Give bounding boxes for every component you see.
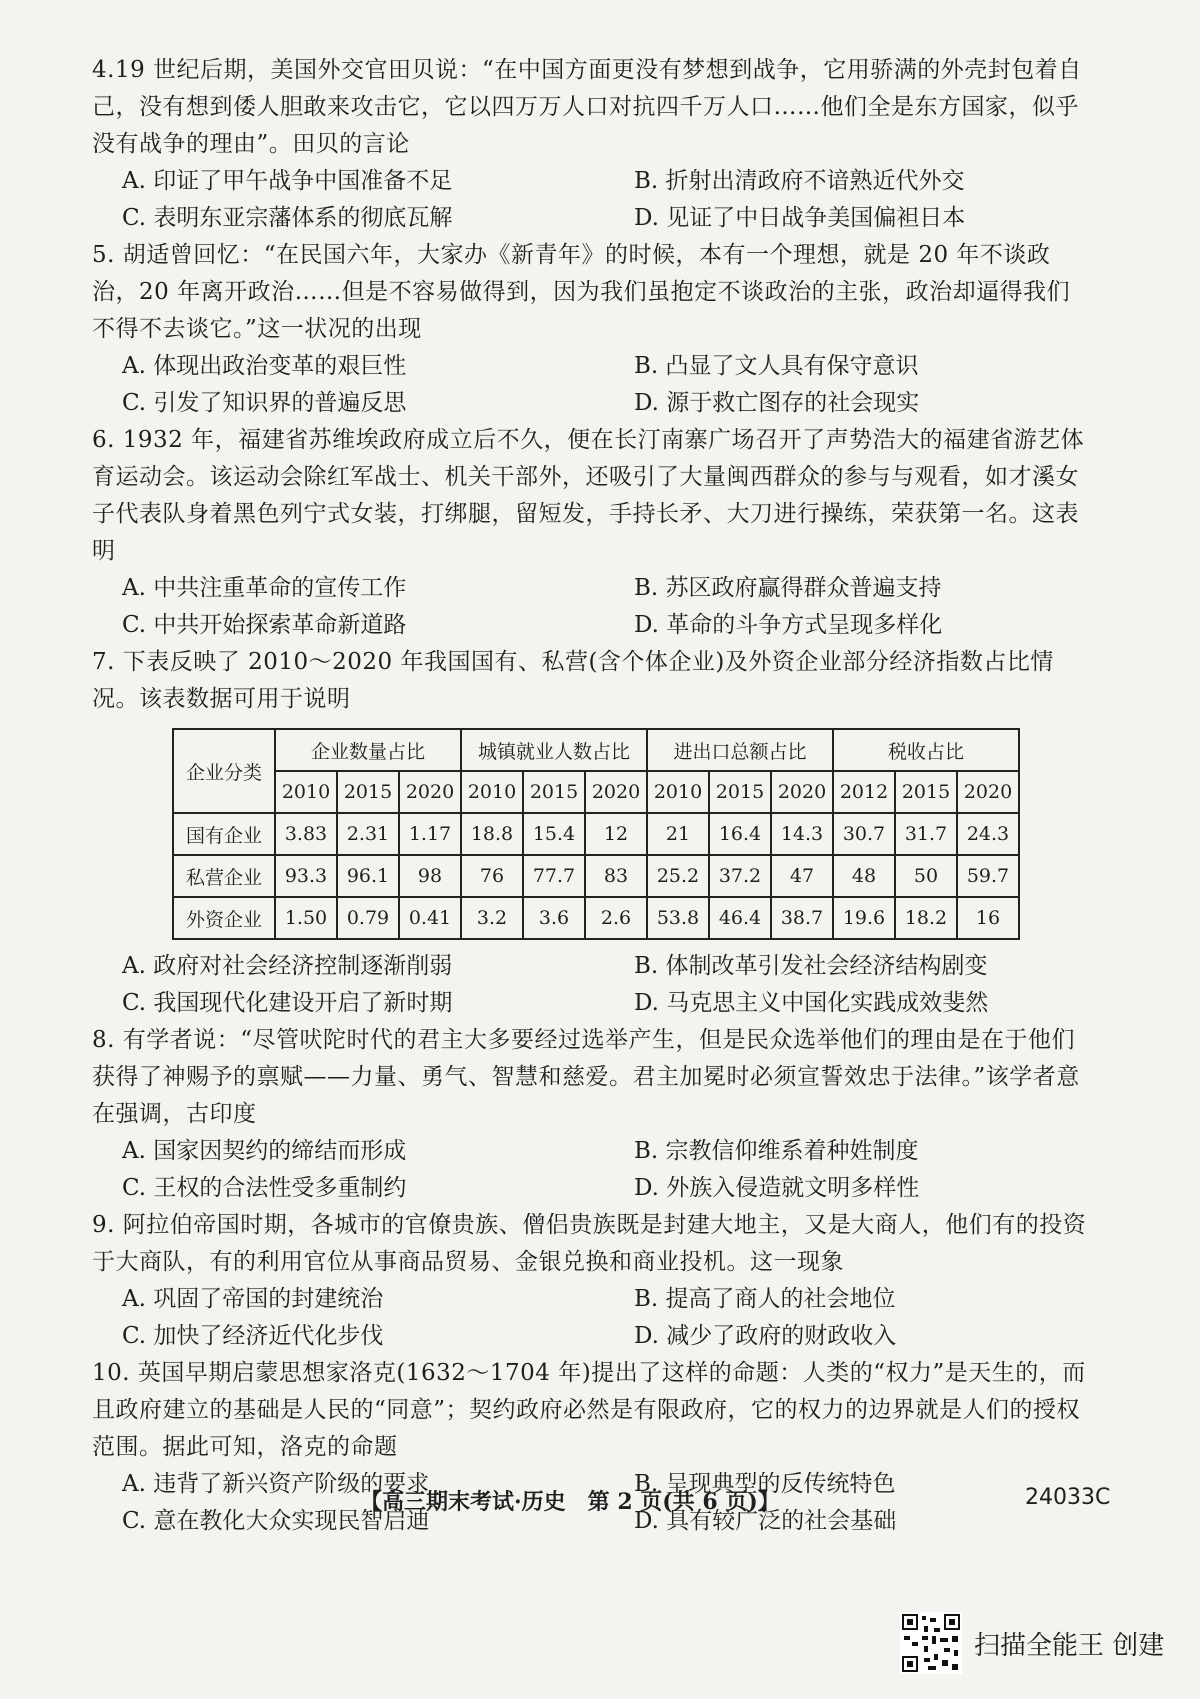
table-cell: 19.6 [833,897,895,939]
data-table-wrapper [172,728,1092,940]
table-cell: 93.3 [275,855,337,897]
question-9 [92,1207,1092,1355]
options [92,1133,1092,1207]
option-b: B. 体制改革引发社会经济结构剧变 [634,953,988,979]
table-cell: 47 [771,855,833,897]
table-row [173,813,1019,855]
option-b: B. 提高了商人的社会地位 [634,1286,896,1312]
option-d: D. 马克思主义中国化实践成效斐然 [634,990,989,1016]
table-year: 2020 [399,771,461,813]
table-year: 2020 [957,771,1019,813]
table-year: 2010 [647,771,709,813]
options [92,348,1092,422]
option-b: B. 凸显了文人具有保守意识 [634,353,919,379]
table-year: 2015 [337,771,399,813]
table-row-header: 国有企业 [173,813,275,855]
option-b: B. 呈现典型的反传统特色 [634,1471,896,1497]
option-a: A. 政府对社会经济控制逐渐削弱 [122,953,453,979]
table-cell: 96.1 [337,855,399,897]
table-cell: 21 [647,813,709,855]
table-cell: 50 [895,855,957,897]
table-cell: 59.7 [957,855,1019,897]
option-a: A. 违背了新兴资产阶级的要求 [122,1471,430,1497]
table-group-header: 进出口总额占比 [647,729,833,771]
table-cell: 18.8 [461,813,523,855]
option-d: D. 革命的斗争方式呈现多样化 [634,612,943,638]
options [92,570,1092,644]
table-cell: 0.41 [399,897,461,939]
watermark-text: 扫描全能王 创建 [974,1630,1165,1661]
table-year: 2010 [461,771,523,813]
options [92,163,1092,237]
table-cell: 83 [585,855,647,897]
table-cell: 15.4 [523,813,585,855]
table-cell: 24.3 [957,813,1019,855]
option-a: A. 中共注重革命的宣传工作 [122,575,407,601]
table-year: 2012 [833,771,895,813]
option-b: B. 苏区政府赢得群众普遍支持 [634,575,942,601]
scanner-watermark [900,1612,1164,1674]
table-cell: 38.7 [771,897,833,939]
table-cell: 30.7 [833,813,895,855]
table-cell: 37.2 [709,855,771,897]
table-year: 2015 [709,771,771,813]
option-c: C. 我国现代化建设开启了新时期 [122,990,453,1016]
qr-code-icon [900,1612,962,1674]
table-row-header: 私营企业 [173,855,275,897]
table-year: 2020 [585,771,647,813]
question-6 [92,422,1092,644]
table-year: 2020 [771,771,833,813]
table-cell: 2.31 [337,813,399,855]
table-row [173,855,1019,897]
footer-code: 24033C [1025,1485,1111,1510]
table-cell: 14.3 [771,813,833,855]
option-b: B. 宗教信仰维系着种姓制度 [634,1138,919,1164]
exam-page [92,52,1092,1540]
question-stem: 4.19 世纪后期，美国外交官田贝说：“在中国方面更没有梦想到战争，它用骄满的外壳封包着自己，没有想到倭人胆敢来攻击它，它以四万万人口对抗四千万人口……他们全是东方国家，似乎没有战争的理由”。田贝的言论 [92,57,1082,157]
question-stem: 8. 有学者说：“尽管吠陀时代的君主大多要经过选举产生，但是民众选举他们的理由是在于他们获得了神赐予的禀赋——力量、勇气、智慧和慈爱。君主加冕时必须宣誓效忠于法律。”该学者意在强调，古印度 [92,1027,1080,1127]
table-cell: 48 [833,855,895,897]
table-cell: 1.17 [399,813,461,855]
option-d: D. 具有较广泛的社会基础 [634,1508,897,1534]
table-cell: 3.6 [523,897,585,939]
option-c: C. 表明东亚宗藩体系的彻底瓦解 [122,205,453,231]
table-corner: 企业分类 [173,729,275,813]
option-d: D. 源于救亡图存的社会现实 [634,390,920,416]
footer-page-info: 【高三期末考试·历史 第 2 页(共 6 页)】 [360,1489,780,1515]
table-cell: 3.83 [275,813,337,855]
table-row-header: 外资企业 [173,897,275,939]
question-7 [92,644,1092,1022]
table-cell: 16 [957,897,1019,939]
table-cell: 18.2 [895,897,957,939]
economic-index-table [172,728,1020,940]
table-group-header: 城镇就业人数占比 [461,729,647,771]
table-cell: 12 [585,813,647,855]
table-group-header: 企业数量占比 [275,729,461,771]
question-stem: 5. 胡适曾回忆：“在民国六年，大家办《新青年》的时候，本有一个理想，就是 20 年不谈政治，20 年离开政治……但是不容易做得到，因为我们虽抱定不谈政治的主张，政治却逼得我们不得不去谈它。”这一状况的出现 [92,242,1071,342]
question-stem: 9. 阿拉伯帝国时期，各城市的官僚贵族、僧侣贵族既是封建大地主，又是大商人，他们有的投资于大商队，有的利用官位从事商品贸易、金银兑换和商业投机。这一现象 [92,1212,1087,1275]
table-year: 2010 [275,771,337,813]
table-cell: 31.7 [895,813,957,855]
question-stem: 6. 1932 年，福建省苏维埃政府成立后不久，便在长汀南寨广场召开了声势浩大的福建省游艺体育运动会。该运动会除红军战士、机关干部外，还吸引了大量闽西群众的参与与观看，如才溪女子代表队身着黑色列宁式女装，打绑腿，留短发，手持长矛、大刀进行操练，荣获第一名。这表明 [92,427,1085,564]
table-cell: 1.50 [275,897,337,939]
options [92,1281,1092,1355]
option-a: A. 印证了甲午战争中国准备不足 [122,168,453,194]
table-cell: 76 [461,855,523,897]
table-year: 2015 [895,771,957,813]
question-4 [92,52,1092,237]
option-d: D. 见证了中日战争美国偏袒日本 [634,205,966,231]
option-d: D. 减少了政府的财政收入 [634,1323,897,1349]
option-c: C. 加快了经济近代化步伐 [122,1323,384,1349]
option-a: A. 国家因契约的缔结而形成 [122,1138,407,1164]
option-c: C. 引发了知识界的普遍反思 [122,390,407,416]
table-cell: 46.4 [709,897,771,939]
option-c: C. 中共开始探索革命新道路 [122,612,407,638]
option-c: C. 意在教化大众实现民智启迪 [122,1508,430,1534]
option-a: A. 体现出政治变革的艰巨性 [122,353,407,379]
question-5 [92,237,1092,422]
question-stem: 10. 英国早期启蒙思想家洛克(1632～1704 年)提出了这样的命题：人类的“权力”是天生的，而且政府建立的基础是人民的“同意”；契约政府必然是有限政府，它的权力的边界就是人们的授权范围。据此可知，洛克的命题 [92,1360,1086,1460]
option-b: B. 折射出清政府不谙熟近代外交 [634,168,965,194]
option-a: A. 巩固了帝国的封建统治 [122,1286,384,1312]
table-year: 2015 [523,771,585,813]
table-cell: 77.7 [523,855,585,897]
table-cell: 98 [399,855,461,897]
table-group-header: 税收占比 [833,729,1019,771]
table-cell: 2.6 [585,897,647,939]
question-stem: 7. 下表反映了 2010～2020 年我国国有、私营(含个体企业)及外资企业部分经济指数占比情况。该表数据可用于说明 [92,649,1054,712]
table-cell: 16.4 [709,813,771,855]
table-cell: 0.79 [337,897,399,939]
option-c: C. 王权的合法性受多重制约 [122,1175,407,1201]
table-cell: 53.8 [647,897,709,939]
option-d: D. 外族入侵造就文明多样性 [634,1175,920,1201]
table-cell: 3.2 [461,897,523,939]
question-8 [92,1022,1092,1207]
table-row [173,897,1019,939]
options [92,948,1092,1022]
table-cell: 25.2 [647,855,709,897]
